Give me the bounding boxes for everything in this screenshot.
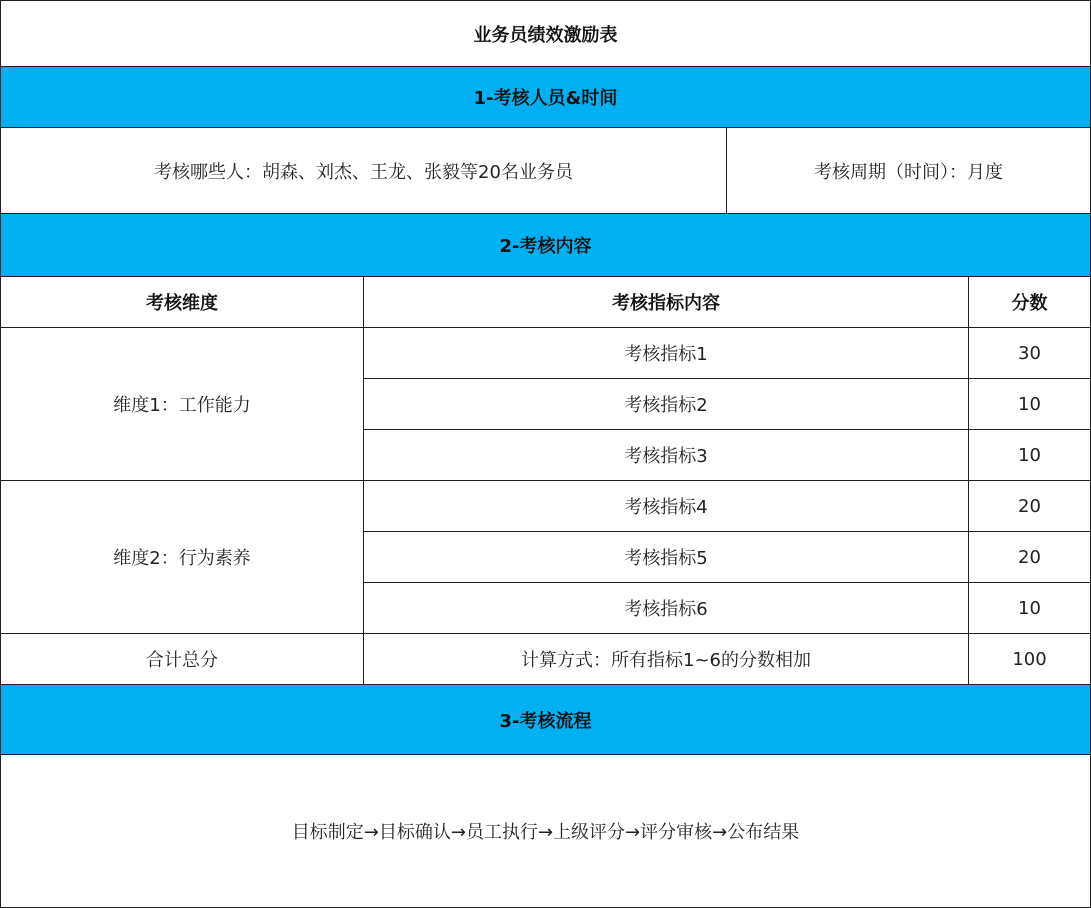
table-row (1, 481, 1091, 532)
column-header-indicator: 考核指标内容 (364, 277, 969, 328)
score-cell: 30 (969, 328, 1091, 379)
column-header-dimension: 考核维度 (1, 277, 364, 328)
process-flow: 目标制定→目标确认→员工执行→上级评分→评分审核→公布结果 (1, 755, 1091, 908)
column-header-score: 分数 (969, 277, 1091, 328)
section1-heading: 1-考核人员&时间 (1, 67, 1091, 128)
indicator-cell: 考核指标1 (364, 328, 969, 379)
total-score: 100 (969, 634, 1091, 685)
dimension-cell: 维度1：工作能力 (1, 328, 364, 481)
people-cell: 考核哪些人：胡森、刘杰、王龙、张毅等20名业务员 (1, 128, 727, 214)
indicator-cell: 考核指标6 (364, 583, 969, 634)
sheet-title: 业务员绩效激励表 (1, 1, 1091, 67)
column-header-row (1, 277, 1091, 328)
section1-row (1, 67, 1091, 128)
period-cell: 考核周期（时间）：月度 (727, 128, 1091, 214)
score-cell: 10 (969, 583, 1091, 634)
total-method: 计算方式：所有指标1~6的分数相加 (364, 634, 969, 685)
section2-heading: 2-考核内容 (1, 214, 1091, 277)
indicator-cell: 考核指标5 (364, 532, 969, 583)
section2-row (1, 214, 1091, 277)
dimension-cell: 维度2：行为素养 (1, 481, 364, 634)
people-period-row (1, 128, 1091, 214)
title-row (1, 1, 1091, 67)
indicator-cell: 考核指标4 (364, 481, 969, 532)
indicator-cell: 考核指标2 (364, 379, 969, 430)
indicator-cell: 考核指标3 (364, 430, 969, 481)
score-cell: 20 (969, 532, 1091, 583)
score-cell: 20 (969, 481, 1091, 532)
section3-heading: 3-考核流程 (1, 685, 1091, 755)
section3-row (1, 685, 1091, 755)
total-label: 合计总分 (1, 634, 364, 685)
total-row (1, 634, 1091, 685)
flow-row (1, 755, 1091, 908)
score-cell: 10 (969, 430, 1091, 481)
score-cell: 10 (969, 379, 1091, 430)
table-row (1, 328, 1091, 379)
